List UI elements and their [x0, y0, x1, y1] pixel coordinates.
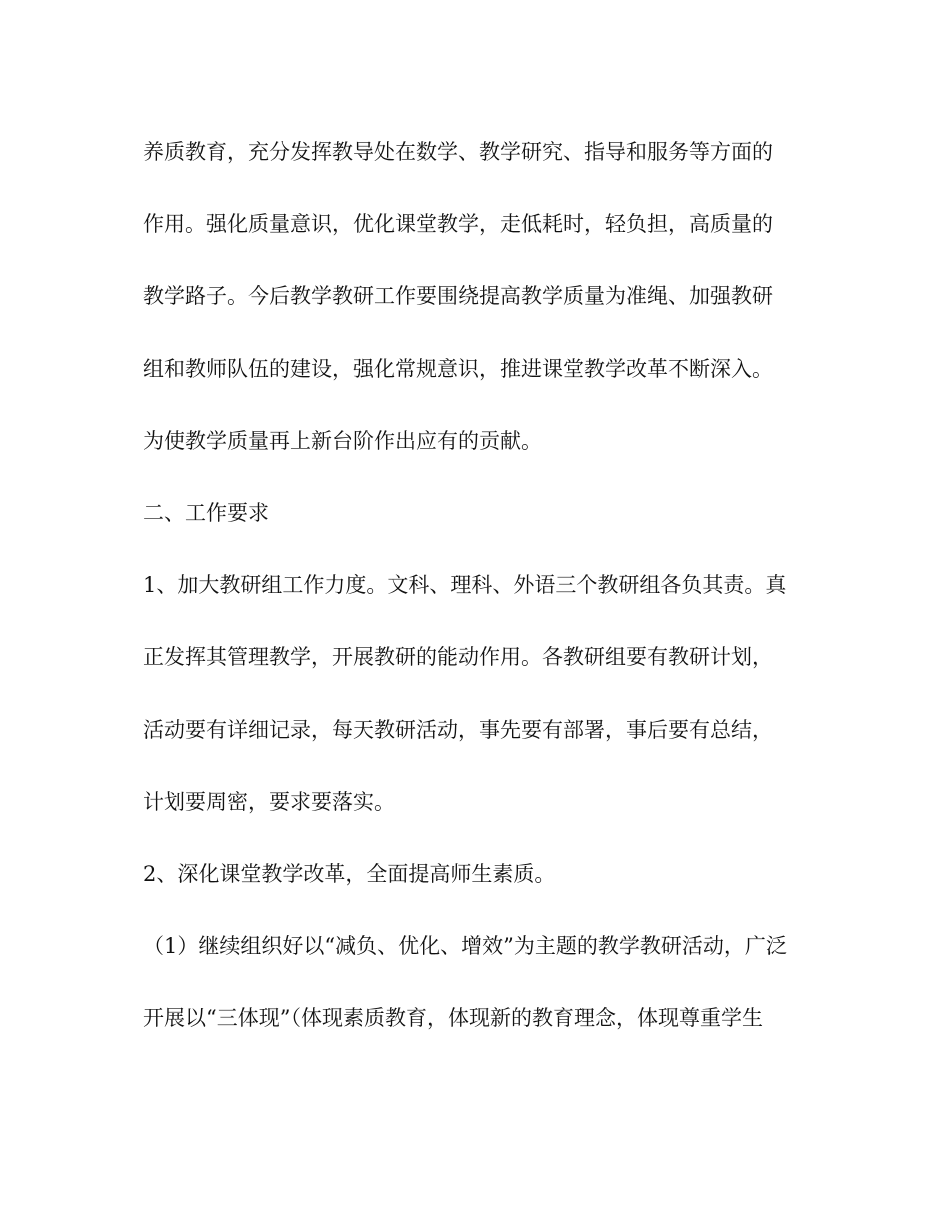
- text-line: 养质教育，充分发挥教导处在数学、教学研究、指导和服务等方面的: [143, 140, 773, 164]
- text-line: 开展以“三体现”（体现素质教育，体现新的教育理念，体现尊重学生: [143, 1006, 763, 1031]
- text-line: 为使教学质量再上新台阶作出应有的贡献。: [143, 428, 542, 453]
- list-item-1: 1、加大教研组工作力度。文科、理科、外语三个教研组各负其责。真: [143, 573, 787, 598]
- text-line: 正发挥其管理教学，开展教研的能动作用。各教研组要有教研计划，: [143, 645, 773, 670]
- text-line: 活动要有详细记录，每天教研活动，事先要有部署，事后要有总结，: [143, 717, 773, 742]
- document-body: [143, 137, 813, 1075]
- list-item-2: 2、深化课堂教学改革，全面提高师生素质。: [143, 861, 556, 886]
- section-heading: 二、工作要求: [143, 500, 269, 525]
- text-line: 教学路子。今后教学教研工作要围绕提高教学质量为准绳、加强教研: [143, 284, 773, 309]
- sub-item-1: （1）继续组织好以“减负、优化、增效”为主题的教学教研活动，广泛: [143, 934, 787, 959]
- text-line: 作用。强化质量意识，优化课堂教学，走低耗时，轻负担，高质量的: [143, 212, 773, 237]
- text-line: 计划要周密，要求要落实。: [143, 789, 395, 814]
- text-line: 组和教师队伍的建设，强化常规意识，推进课堂教学改革不断深入。: [143, 356, 773, 381]
